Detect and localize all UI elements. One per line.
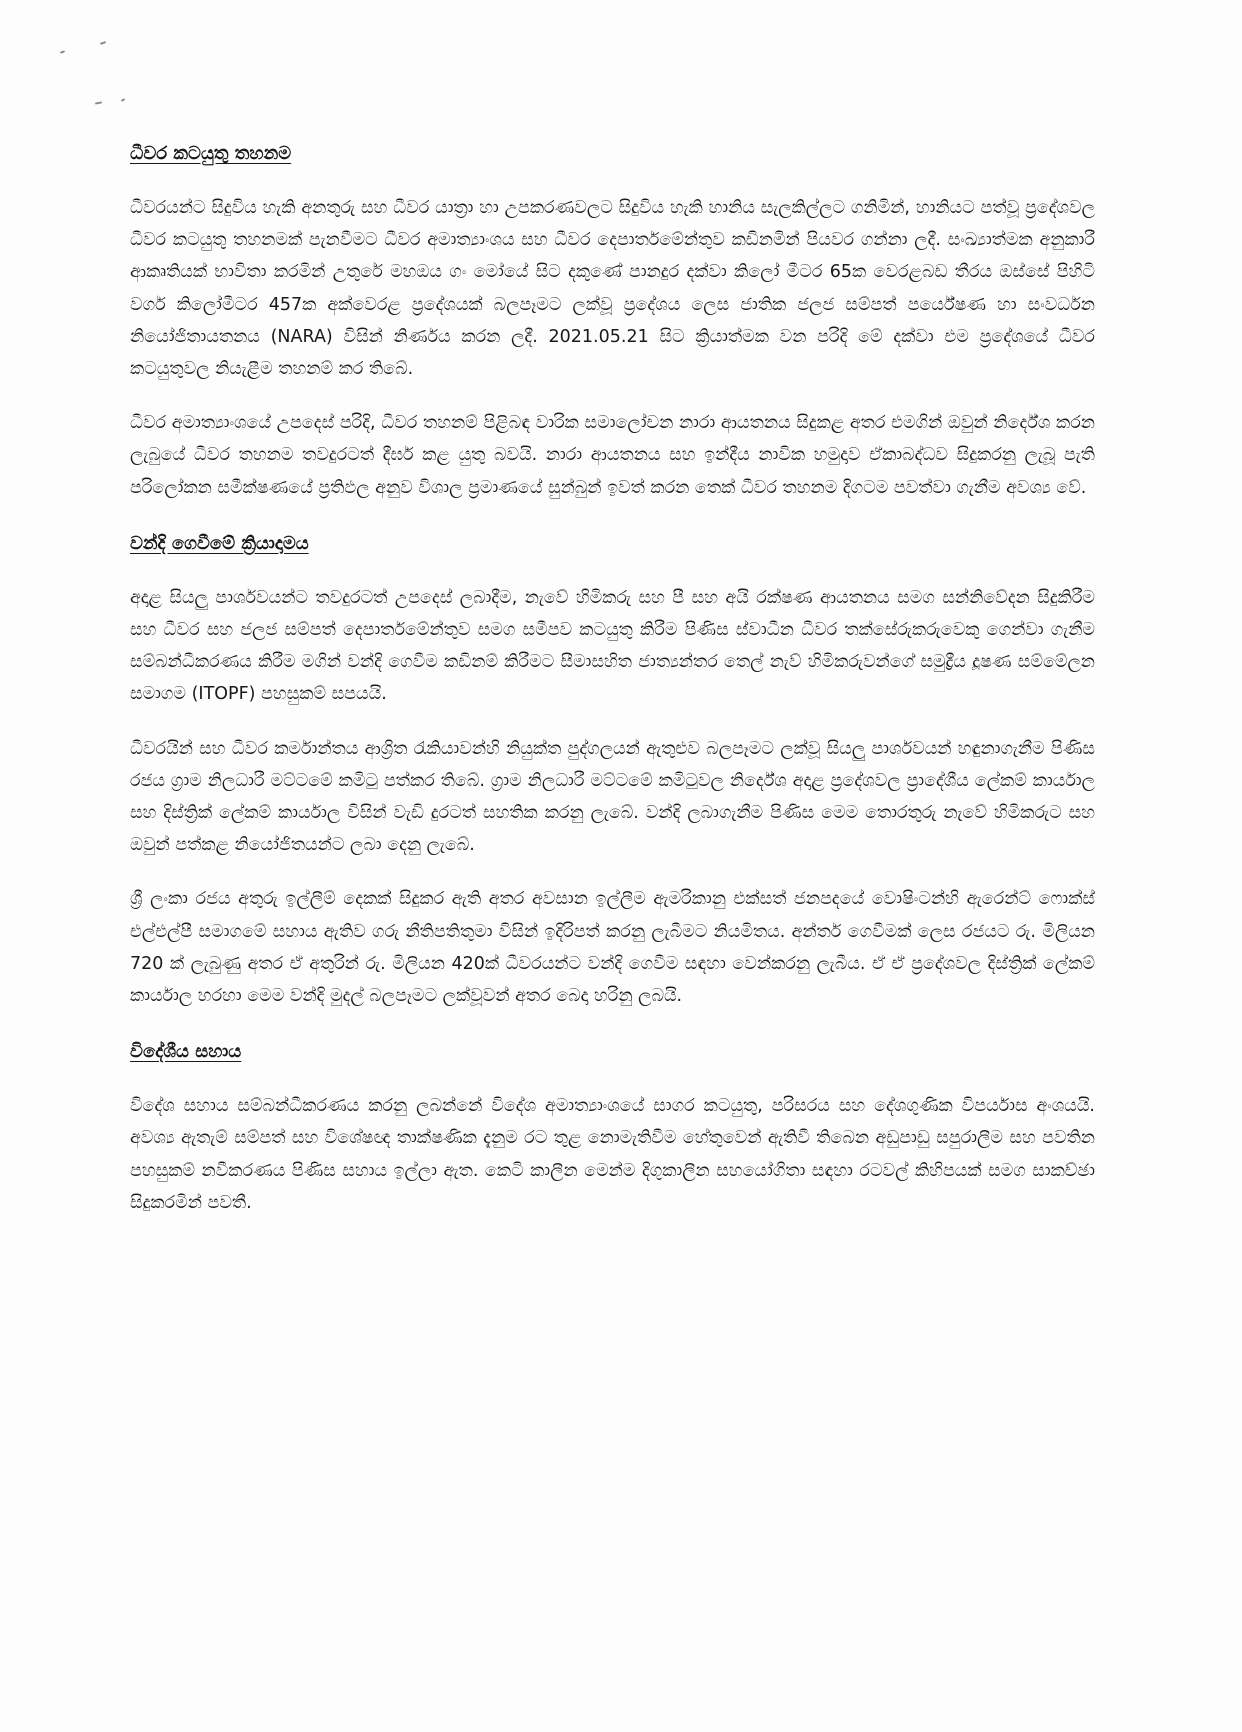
section-heading: විදේශීය සහාය xyxy=(130,1041,242,1063)
scan-marks xyxy=(55,40,155,130)
paragraph: ධීවරයන්ට සිදුවිය හැකි අනතුරු සහ ධීවර යාත්‍රා හා උපකරණවලට සිදුවිය හැකි හානිය සැලකිල්ලට ගනිමින්, හානියට පත්වූ ප්‍රදේශවල ධීවර කටයුතු තහනමක් පැනවීමට ධීවර අමාත්‍යාංශය සහ ධීවර දෙපාර්තමේන්තුව කඩිනමින් පියවර ගන්නා ලදී. සංඛ්‍යාත්මක අනුකාරී ආකෘතියක් භාවිතා කරමින් උතුරේ මහඔය ගං මෝයේ සිට දකුණේ පානදුර දක්වා කිලෝ මීටර 65ක වෙරළබඩ තීරය ඔස්සේ පිහිටි වර්ග කිලෝමීටර 457ක අක්වෙරළ ප්‍රදේශයක් බලපෑමට ලක්වූ ප්‍රදේශය ලෙස ජාතික ජලජ සම්පත් පර්යේෂණ හා සංවර්ධන නියෝජිතායතනය (NARA) විසින් නිර්ණය කරන ලදී. 2021.05.21 සිට ක්‍රියාත්මක වන පරිදි මේ දක්වා එම ප්‍රදේශයේ ධීවර කටයුතුවල නියැළීම තහනම් කර තිබේ. xyxy=(130,198,1095,380)
paragraph: ශ්‍රී ලංකා රජය අතුරු ඉල්ලීම් දෙකක් සිදුකර ඇති අතර අවසාන ඉල්ලීම ඇමරිකානු එක්සත් ජනපදයේ වොෂිංටන්හි ඇරෙන්ට් ෆොක්ස් එල්එල්පී සමාගමේ සහාය ඇතිව ගරු නීතිපතිතුමා විසින් ඉදිරිපත් කරනු ලැබීමට නියමිතය. අන්තර් ගෙවීමක් ලෙස රජයට රු. මිලියන 720 ක් ලැබුණු අතර ඒ අතුරින් රු. මිලියන 420ක් ධීවරයන්ට වන්දි ගෙවීම සඳහා වෙන්කරනු ලැබීය. ඒ ඒ ප්‍රදේශවල දිස්ත්‍රික් ලේකම් කාර්යාල හරහා මෙම වන්දි මුදල් බලපෑමට ලක්වූවන් අතර බෙදා හරිනු ලබයි. xyxy=(130,889,1095,1007)
paragraph: ධීවරයින් සහ ධීවර කර්මාන්තය ආශ්‍රිත රැකියාවන්හි නියුක්ත පුද්ගලයන් ඇතුළුව බලපෑමට ලක්වූ සියලු පාර්ශවයන් හඳුනාගැනීම පිණිස රජය ග්‍රාම නිලධාරී මට්ටමේ කමිටු පත්කර තිබේ. ග්‍රාම නිලධාරී මට්ටමේ කමිටුවල නිර්දේශ අදාළ ප්‍රදේශවල ප්‍රාදේශීය ලේකම් කාර්යාල සහ දිස්ත්‍රික් ලේකම් කාර්යාල විසින් වැඩි දුරටත් සහතික කරනු ලැබේ. වන්දි ලබාගැනීම පිණිස මෙම තොරතුරු නැවේ හිමිකරුට සහ ඔවුන් පත්කළ නියෝජිතයන්ට ලබා දෙනු ලැබේ. xyxy=(130,738,1095,856)
paragraph: ධීවර අමාත්‍යාංශයේ උපදෙස් පරිදි, ධීවර තහනම් පිළිබඳ වාරික සමාලෝචන නාරා ආයතනය සිදුකළ අතර එමගින් ඔවුන් නිර්දේශ කරන ලැබුයේ ධීවර තහනම තවදුරටත් දීර්ඝ කළ යුතු බවයි. නාරා ආයතනය සහ ඉන්දීය නාවික හමුදාව ඒකාබද්ධව සිදුකරනු ලැබූ පැති පරිලෝකන සමීක්ෂණයේ ප්‍රතිඵල අනුව විශාල ප්‍රමාණයේ සුන්බුන් ඉවත් කරන තෙක් ධීවර තහනම දිගටම පවත්වා ගැනීම අවශ්‍ය වේ. xyxy=(130,413,1095,498)
scan-mark xyxy=(60,50,65,54)
paragraph: අදාළ සියලු පාර්ශවයන්ට තවදුරටත් උපදෙස් ලබාදීම, නැවේ හිමිකරු සහ පී සහ අයි රක්ෂණ ආයතනය සමග සන්නිවේදන සිදුකිරීම සහ ධීවර සහ ජලජ සම්පත් දෙපාර්තමේන්තුව සමග සමීපව කටයුතු කිරීම පිණිස ස්වාධීන ධීවර තක්සේරුකරුවෙකු ගෙන්වා ගැනීම සම්බන්ධීකරණය කිරීම මගින් වන්දි ගෙවීම කඩිනම් කිරීමට සීමාසහිත ජාත්‍යන්තර තෙල් නැව් හිමිකරුවන්ගේ සමුද්‍රීය දූෂණ සම්මේලන සමාගම (ITOPF) පහසුකම් සපයයි. xyxy=(130,587,1095,705)
section-compensation-process xyxy=(130,530,1095,1012)
scan-mark xyxy=(121,98,125,102)
document-body xyxy=(130,140,1095,1241)
section-heading: ධීවර කටයුතු තහනම xyxy=(130,143,292,164)
section-foreign-assistance xyxy=(130,1038,1095,1219)
scan-mark xyxy=(95,101,102,104)
section-heading: වන්දි ගෙවීමේ ක්‍රියාදාමය xyxy=(130,532,309,554)
scan-mark xyxy=(100,41,106,45)
section-fishing-ban xyxy=(130,140,1095,504)
paragraph: විදේශ සහාය සම්බන්ධීකරණය කරනු ලබන්නේ විදේශ අමාත්‍යාංශයේ සාගර කටයුතු, පරිසරය සහ දේශගුණික විපර්යාස අංශයයි. අවශ්‍ය ඇතැම් සම්පත් සහ විශේෂඥ තාක්ෂණික දැනුම රට තුළ නොමැතිවීම හේතුවෙන් ඇතිවී තිබෙන අඩුපාඩු සපුරාලීම සහ පවතින පහසුකම් නවීකරණය පිණිස සහාය ඉල්ලා ඇත. කෙටි කාලීන මෙන්ම දිගුකාලීන සහයෝගිතා සඳහා රටවල් කිහිපයක් සමග සාකච්ඡා සිදුකරමින් පවතී. xyxy=(130,1096,1095,1213)
